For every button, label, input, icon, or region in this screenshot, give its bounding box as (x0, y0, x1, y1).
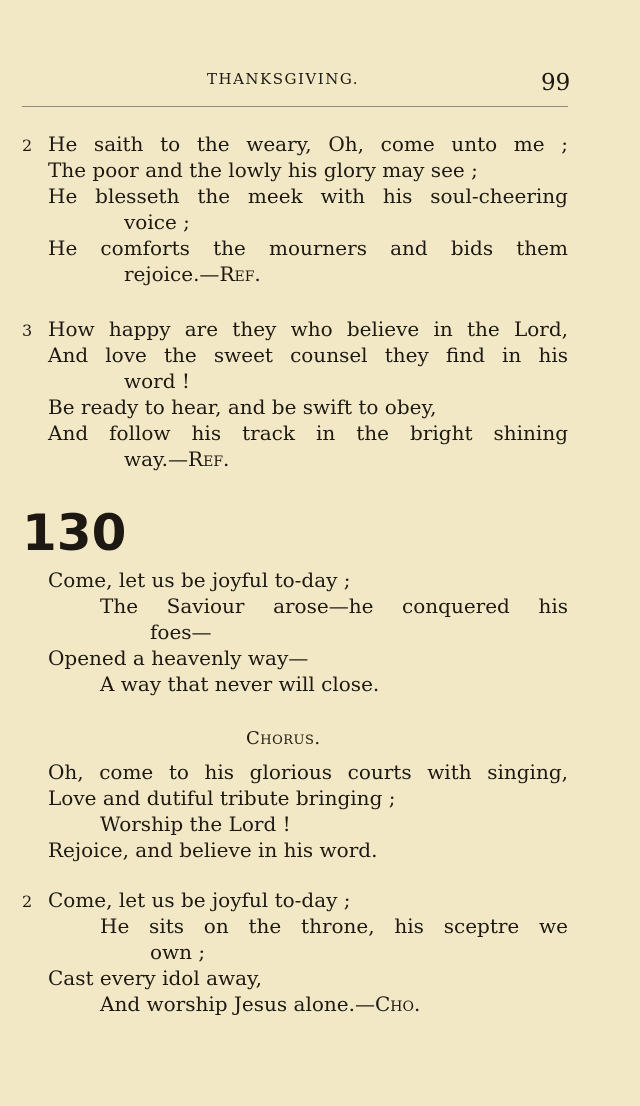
verse-line: How happy are they who believe in the Lord, (48, 317, 568, 341)
verse-line: He saith to the weary, Oh, come unto me ; (48, 132, 568, 156)
verse-line: The poor and the lowly his glory may see ; (48, 158, 478, 182)
verse-line-text: way.— (124, 447, 189, 471)
verse-number: 2 (22, 892, 33, 911)
verse-line: He sits on the throne, his sceptre we (100, 914, 568, 938)
verse-number: 2 (22, 136, 33, 155)
verse-line-text: And worship Jesus alone.— (100, 992, 375, 1016)
verse-line: And love the sweet counsel they find in his (48, 343, 568, 367)
verse-line: word ! (124, 369, 190, 393)
verse-line: voice ; (124, 210, 190, 234)
verse-number: 3 (22, 321, 33, 340)
page-number: 99 (541, 70, 571, 96)
verse-line-text: rejoice.— (124, 262, 220, 286)
verse-line: He blesseth the meek with his soul-cheering (48, 184, 568, 208)
verse-line-with-refrain (124, 261, 261, 287)
chorus-heading: Chorus. (246, 728, 321, 749)
chorus-mark: Cho. (374, 992, 421, 1016)
verse-line: Cast every idol away, (48, 966, 263, 990)
chorus-line: Worship the Lord ! (100, 812, 291, 836)
running-header-title: THANKSGIVING. (207, 70, 360, 88)
verse-line: He comforts the mourners and bids them (48, 236, 568, 260)
verse-line-with-chorus (100, 991, 420, 1017)
header-rule (22, 106, 568, 107)
chorus-line: Oh, come to his glorious courts with singing, (48, 760, 568, 784)
verse-line: Be ready to hear, and be swift to obey, (48, 395, 437, 419)
verse-line: A way that never will close. (100, 672, 380, 696)
verse-line: Come, let us be joyful to-day ; (48, 888, 351, 912)
refrain-mark: Ref. (219, 262, 261, 286)
verse-line-with-refrain (124, 446, 229, 472)
verse-line: And follow his track in the bright shining (48, 421, 568, 445)
verse-line: The Saviour arose—he conquered his (100, 594, 568, 618)
verse-line: Opened a heavenly way— (48, 646, 309, 670)
verse-line: foes— (150, 620, 212, 644)
verse-line: own ; (150, 940, 206, 964)
verse-line: Come, let us be joyful to-day ; (48, 568, 351, 592)
refrain-mark: Ref. (188, 447, 230, 471)
hymn-number: 130 (22, 504, 127, 562)
chorus-line: Love and dutiful tribute bringing ; (48, 786, 396, 810)
chorus-line: Rejoice, and believe in his word. (48, 838, 378, 862)
